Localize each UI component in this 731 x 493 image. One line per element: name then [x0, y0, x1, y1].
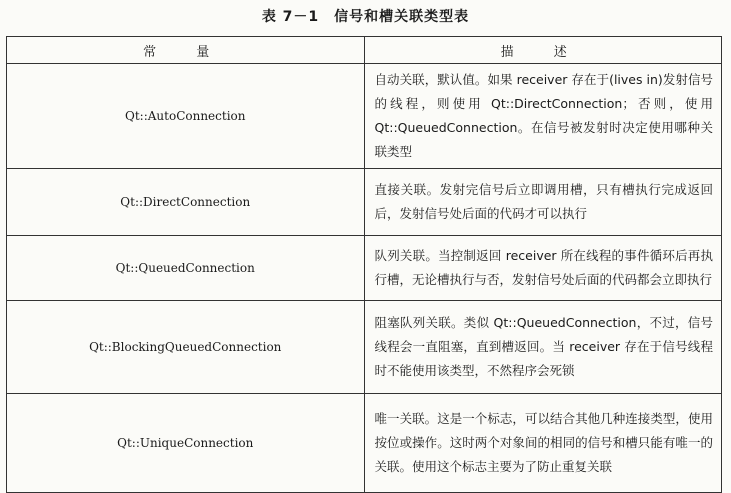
- connection-types-table: [6, 36, 722, 493]
- description-cell: 队列关联。当控制返回 receiver 所在线程的事件循环后再执行槽，无论槽执行与否，发射信号处后面的代码都会立即执行: [364, 236, 722, 301]
- constant-cell: Qt::AutoConnection: [7, 64, 365, 169]
- constant-cell: Qt::QueuedConnection: [7, 236, 365, 301]
- table-row: [7, 169, 722, 236]
- table-caption: 表 7－1 信号和槽关联类型表: [261, 9, 470, 25]
- header-description: 描 述: [364, 37, 722, 64]
- description-cell: 唯一关联。这是一个标志，可以结合其他几种连接类型，使用按位或操作。这时两个对象间的相同的信号和槽只能有唯一的关联。使用这个标志主要为了防止重复关联: [364, 394, 722, 493]
- description-cell: 自动关联，默认值。如果 receiver 存在于(lives in)发射信号的线程，则使用 Qt::DirectConnection；否则，使用 Qt::QueuedConnection。在信号被发射时决定使用哪种关联类型: [364, 64, 722, 169]
- constant-cell: Qt::UniqueConnection: [7, 394, 365, 493]
- table-row: [7, 236, 722, 301]
- header-constant: 常 量: [7, 37, 365, 64]
- constant-cell: Qt::BlockingQueuedConnection: [7, 301, 365, 394]
- constant-cell: Qt::DirectConnection: [7, 169, 365, 236]
- table-row: [7, 64, 722, 169]
- description-cell: 直接关联。发射完信号后立即调用槽，只有槽执行完成返回后，发射信号处后面的代码才可以执行: [364, 169, 722, 236]
- table-header-row: [7, 37, 722, 64]
- description-cell: 阻塞队列关联。类似 Qt::QueuedConnection，不过，信号线程会一直阻塞，直到槽返回。当 receiver 存在于信号线程时不能使用该类型，不然程序会死锁: [364, 301, 722, 394]
- table-row: [7, 394, 722, 493]
- table-row: [7, 301, 722, 394]
